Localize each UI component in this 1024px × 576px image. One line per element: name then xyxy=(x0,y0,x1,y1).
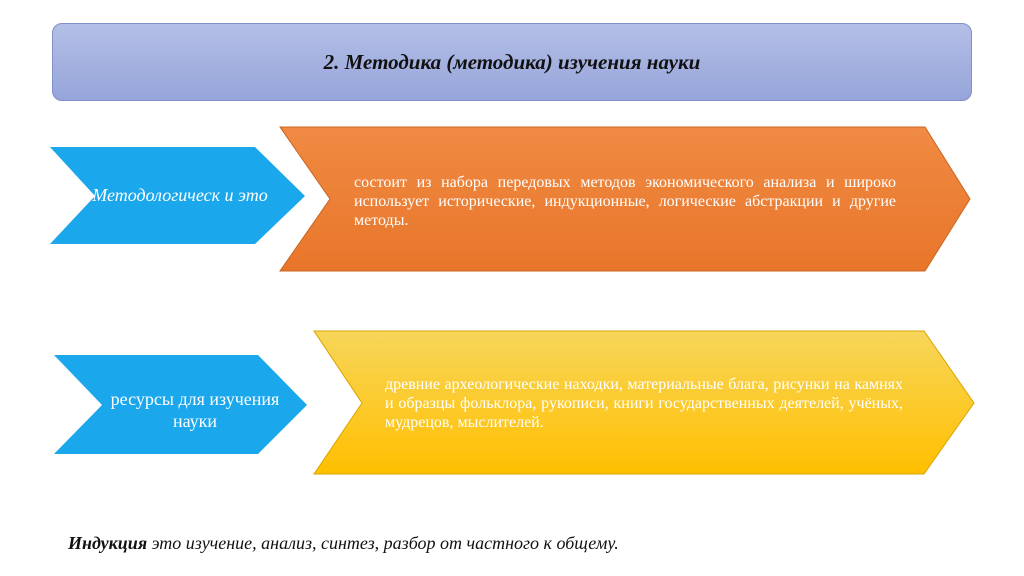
footer-text: это изучение, анализ, синтез, разбор от частного к общему. xyxy=(147,533,619,553)
footer-term: Индукция xyxy=(68,533,148,553)
row-1-description: состоит из набора передовых методов экономического анализа и широко использует исторические, индукционные, логические абстракции и другие методы. xyxy=(354,174,896,229)
row-2-label: ресурсы для изучения науки xyxy=(110,389,280,431)
row-2-description: древние археологические находки, материальные блага, рисунки на камнях и образцы фольклора, рукописи, книги государственных деятелей, учёных, мудрецов, мыслителей. xyxy=(385,376,903,431)
footer-definition xyxy=(68,533,619,554)
row-1-label: Методологическ и это xyxy=(92,185,268,205)
page-title: 2. Методика (методика) изучения науки xyxy=(323,49,701,74)
